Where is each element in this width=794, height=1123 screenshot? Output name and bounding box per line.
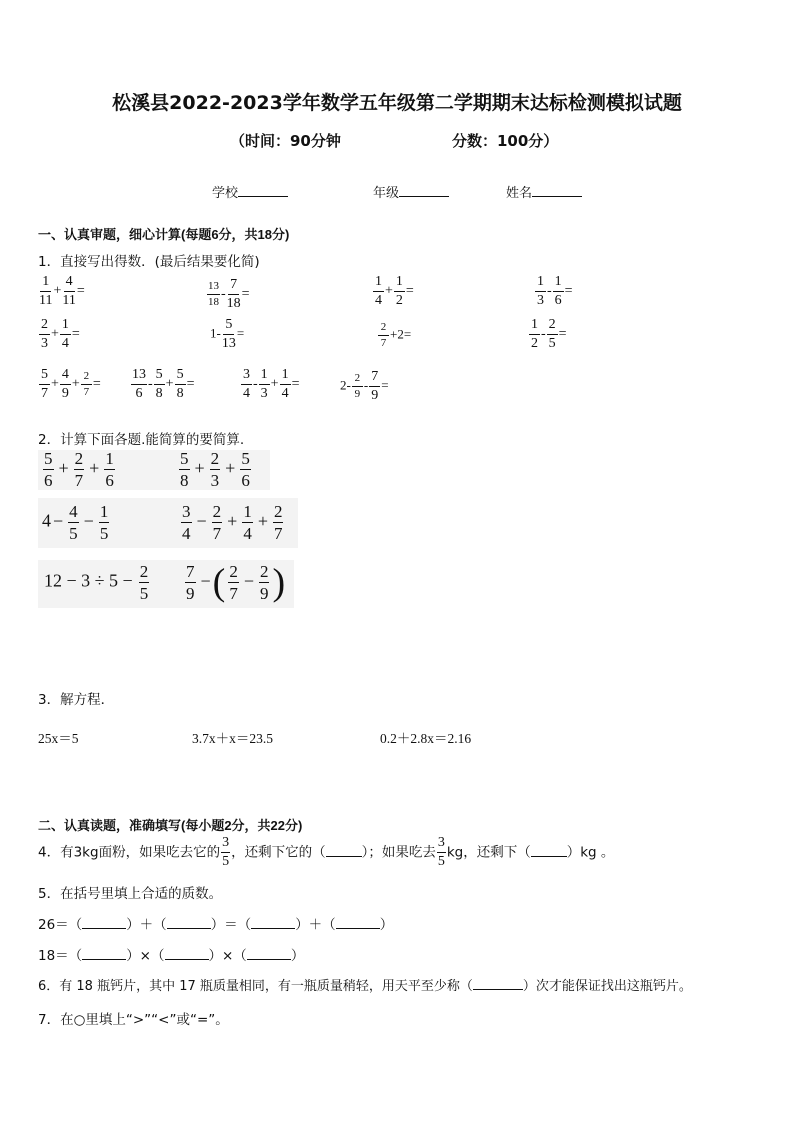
name-field[interactable] (506, 182, 582, 201)
q2-expr-2a: 4 − $\frac{4}{5}$ − $\frac{1}{5}$ (42, 502, 109, 543)
q5-blank-4[interactable] (336, 928, 380, 929)
section2-heading: 二、认真读题，准确填写(每小题2分，共22分) (38, 818, 303, 833)
q2-expr-2b: $\frac{3}{4}$ − $\frac{2}{7}$ + $\frac{1}{4}$ + $\frac{2}{7}$ (182, 502, 283, 543)
q4-blank-1[interactable] (326, 856, 362, 857)
grade-label: 年级 (373, 186, 400, 201)
q2-prompt: 2．计算下面各题.能简算的要简算. (38, 432, 245, 448)
q3-prompt: 3．解方程． (38, 692, 115, 708)
q1-expr-6: 1- $\frac{5}{13}$ = (210, 317, 245, 351)
q5-blank-7[interactable] (247, 959, 291, 960)
q2-expr-3a: 12 − 3 ÷ 5 − $\frac{2}{5}$ (44, 562, 149, 603)
q3-equation-3: 0.2＋2.8x＝2.16 (380, 731, 472, 746)
q1-prompt: 1．直接写出得数．(最后结果要化简) (38, 254, 260, 270)
name-blank[interactable] (532, 196, 582, 197)
q3-equation-1: 25x＝5 (38, 731, 79, 746)
exam-time: （时间：90分钟 (230, 132, 341, 150)
q1-expr-10: $\frac{13}{6}$ - $\frac{5}{8}$ + $\frac{5}{8}$ = (132, 367, 195, 401)
q2-expr-3b: $\frac{7}{9}$ −( $\frac{2}{7}$ − $\frac{2}{9}$ ) (186, 561, 286, 604)
q5-row-1: 26＝（ ）＋（ ）＝（ ）＋（ ） (38, 917, 394, 933)
q1-expr-11: $\frac{3}{4}$ - $\frac{1}{3}$ + $\frac{1}{4}$ = (243, 367, 300, 401)
q7-text: 7．在○里填上“>”“<”或“=”。 (38, 1012, 229, 1028)
q4-blank-2[interactable] (531, 856, 567, 857)
q1-expr-7: $\frac{2}{7}$ +2= (377, 322, 411, 349)
q1-expr-9: $\frac{5}{7}$ + $\frac{4}{9}$ + $\frac{2}{7}$ = (41, 367, 101, 401)
q6-blank[interactable] (473, 989, 523, 990)
q5-row-2: 18＝（ ）×（ ）×（ ） (38, 948, 305, 964)
page-title: 松溪县2022-2023学年数学五年级第二学期期末达标检测模拟试题 (112, 92, 682, 114)
name-label: 姓名 (506, 186, 533, 201)
q2-expr-1a: $\frac{5}{6}$ + $\frac{2}{7}$ + $\frac{1}{6}$ (44, 449, 114, 490)
q5-blank-5[interactable] (82, 959, 126, 960)
grade-blank[interactable] (399, 196, 449, 197)
school-blank[interactable] (238, 196, 288, 197)
q5-blank-6[interactable] (165, 959, 209, 960)
q3-equation-2: 3.7x＋x＝23.5 (192, 731, 273, 746)
q5-blank-1[interactable] (82, 928, 126, 929)
q1-expr-12: 2- $\frac{2}{9}$ - $\frac{7}{9}$ = (340, 369, 389, 403)
school-field[interactable] (212, 182, 288, 201)
section1-heading: 一、认真审题，细心计算(每题6分，共18分) (38, 227, 290, 242)
q5-blank-2[interactable] (167, 928, 211, 929)
q1-expr-3: $\frac{1}{4}$ + $\frac{1}{2}$ = (375, 274, 414, 308)
q5-prompt: 5．在括号里填上合适的质数。 (38, 886, 223, 902)
q2-expr-1b: $\frac{5}{8}$ + $\frac{2}{3}$ + $\frac{5}{6}$ (180, 449, 250, 490)
q1-expr-2: $\frac{13}{18}$ - $\frac{7}{18}$ = (208, 277, 250, 311)
q6-text: 6．有 18 瓶钙片，其中 17 瓶质量相同，有一瓶质量稍轻，用天平至少称（ ）次才能保证找出这瓶钙片。 (38, 979, 692, 994)
q1-expr-5: $\frac{2}{3}$ + $\frac{1}{4}$ = (41, 317, 80, 351)
school-label: 学校 (212, 186, 239, 201)
q4-text: 4．有3kg面粉，如果吃去它的 $\frac{3}{5}$ ，还剩下它的（ ）；如果吃去 $\frac{3}{5}$ kg，还剩下（ ）kg 。 (38, 835, 615, 869)
q5-blank-3[interactable] (251, 928, 295, 929)
q1-expr-8: $\frac{1}{2}$ - $\frac{2}{5}$ = (531, 317, 567, 351)
q1-expr-1: $\frac{1}{11}$ + $\frac{4}{11}$ = (39, 274, 85, 308)
q1-expr-4: $\frac{1}{3}$ - $\frac{1}{6}$ = (537, 274, 573, 308)
exam-score: 分数：100分） (452, 132, 559, 150)
grade-field[interactable] (373, 182, 449, 201)
